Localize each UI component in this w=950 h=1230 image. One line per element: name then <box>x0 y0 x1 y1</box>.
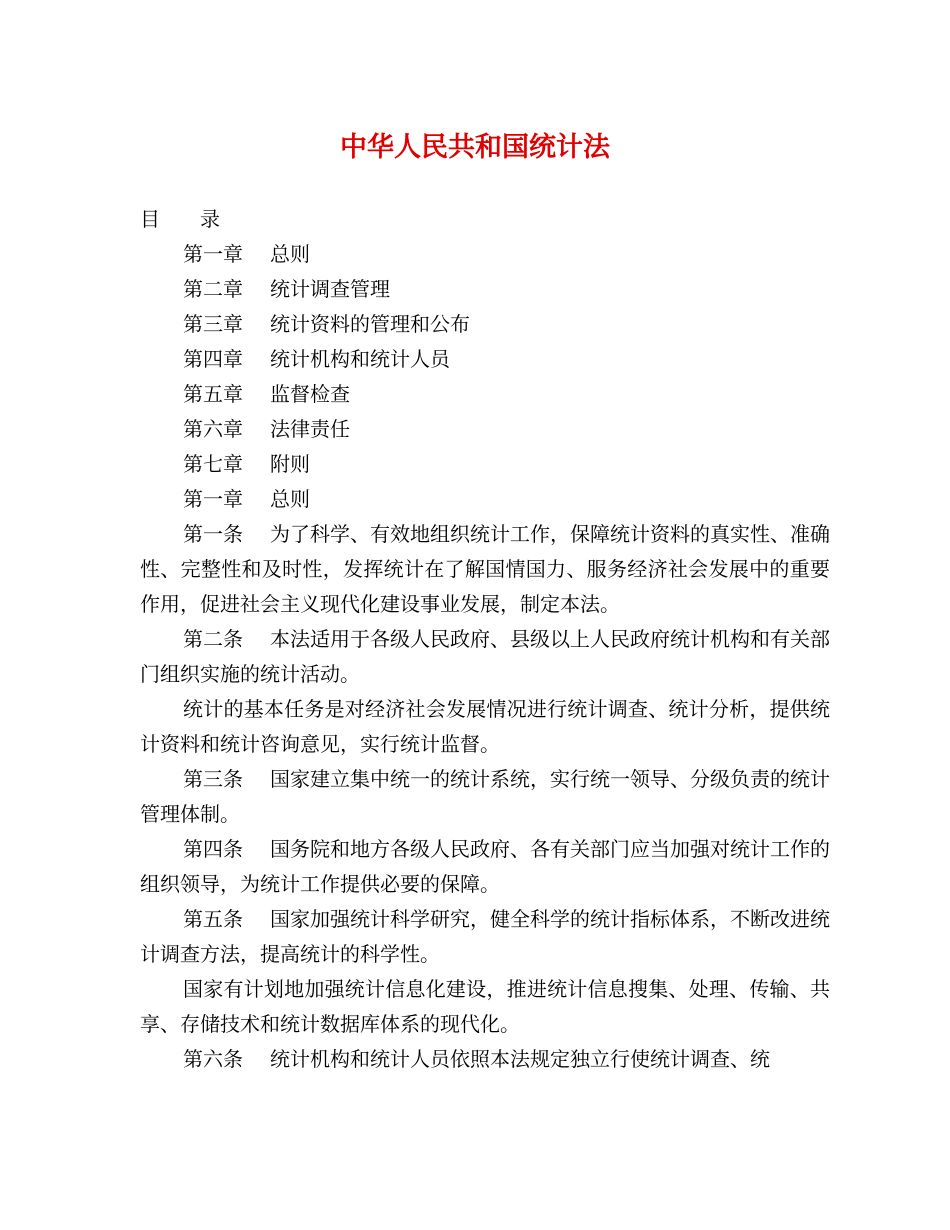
document-body <box>140 237 830 1077</box>
toc-chapter-number: 第七章 <box>183 452 243 476</box>
toc-item <box>140 272 830 307</box>
toc-chapter-number: 第四章 <box>183 347 243 371</box>
toc-chapter-name: 统计机构和统计人员 <box>270 347 450 371</box>
article-text: 国家加强统计科学研究，健全科学的统计指标体系，不断改进统计调查方法，提高统计的科学性。 <box>140 907 830 966</box>
article-text: 统计的基本任务是对经济社会发展情况进行统计调查、统计分析，提供统计资料和统计咨询意见，实行统计监督。 <box>140 697 830 756</box>
article-paragraph <box>140 692 830 762</box>
article-text: 统计机构和统计人员依照本法规定独立行使统计调查、统 <box>270 1047 770 1071</box>
toc-chapter-name: 监督检查 <box>270 382 350 406</box>
toc-item <box>140 482 830 517</box>
article-number: 第三条 <box>183 767 243 791</box>
toc-chapter-name: 统计调查管理 <box>270 277 390 301</box>
toc-item <box>140 377 830 412</box>
toc-chapter-number: 第一章 <box>183 487 243 511</box>
article-paragraph <box>140 902 830 972</box>
article-paragraph <box>140 762 830 832</box>
toc-item <box>140 412 830 447</box>
article-number: 第四条 <box>183 837 243 861</box>
toc-chapter-name: 总则 <box>270 242 310 266</box>
article-text: 本法适用于各级人民政府、县级以上人民政府统计机构和有关部门组织实施的统计活动。 <box>140 627 830 686</box>
toc-item <box>140 342 830 377</box>
toc-chapter-number: 第一章 <box>183 242 243 266</box>
articles <box>140 517 830 1077</box>
toc-chapter-name: 统计资料的管理和公布 <box>270 312 470 336</box>
article-text: 国务院和地方各级人民政府、各有关部门应当加强对统计工作的组织领导，为统计工作提供必要的保障。 <box>140 837 830 896</box>
article-paragraph <box>140 1042 830 1077</box>
article-number: 第五条 <box>183 907 243 931</box>
article-paragraph <box>140 832 830 902</box>
table-of-contents <box>140 237 830 517</box>
toc-chapter-name: 法律责任 <box>270 417 350 441</box>
article-text: 为了科学、有效地组织统计工作，保障统计资料的真实性、准确性、完整性和及时性，发挥统计在了解国情国力、服务经济社会发展中的重要作用，促进社会主义现代化建设事业发展，制定本法。 <box>140 522 830 616</box>
article-paragraph <box>140 517 830 622</box>
article-paragraph <box>140 972 830 1042</box>
document-title: 中华人民共和国统计法 <box>340 132 610 163</box>
toc-chapter-number: 第三章 <box>183 312 243 336</box>
article-paragraph <box>140 622 830 692</box>
article-number: 第一条 <box>183 522 243 546</box>
toc-item <box>140 307 830 342</box>
toc-chapter-number: 第六章 <box>183 417 243 441</box>
toc-item <box>140 447 830 482</box>
article-number: 第六条 <box>183 1047 243 1071</box>
article-text: 国家建立集中统一的统计系统，实行统一领导、分级负责的统计管理体制。 <box>140 767 830 826</box>
toc-item <box>140 237 830 272</box>
toc-chapter-number: 第五章 <box>183 382 243 406</box>
article-number: 第二条 <box>183 627 243 651</box>
toc-chapter-name: 总则 <box>270 487 310 511</box>
toc-chapter-name: 附则 <box>270 452 310 476</box>
toc-chapter-number: 第二章 <box>183 277 243 301</box>
toc-heading: 目 录 <box>140 207 220 231</box>
article-text: 国家有计划地加强统计信息化建设，推进统计信息搜集、处理、传输、共享、存储技术和统计数据库体系的现代化。 <box>140 977 830 1036</box>
